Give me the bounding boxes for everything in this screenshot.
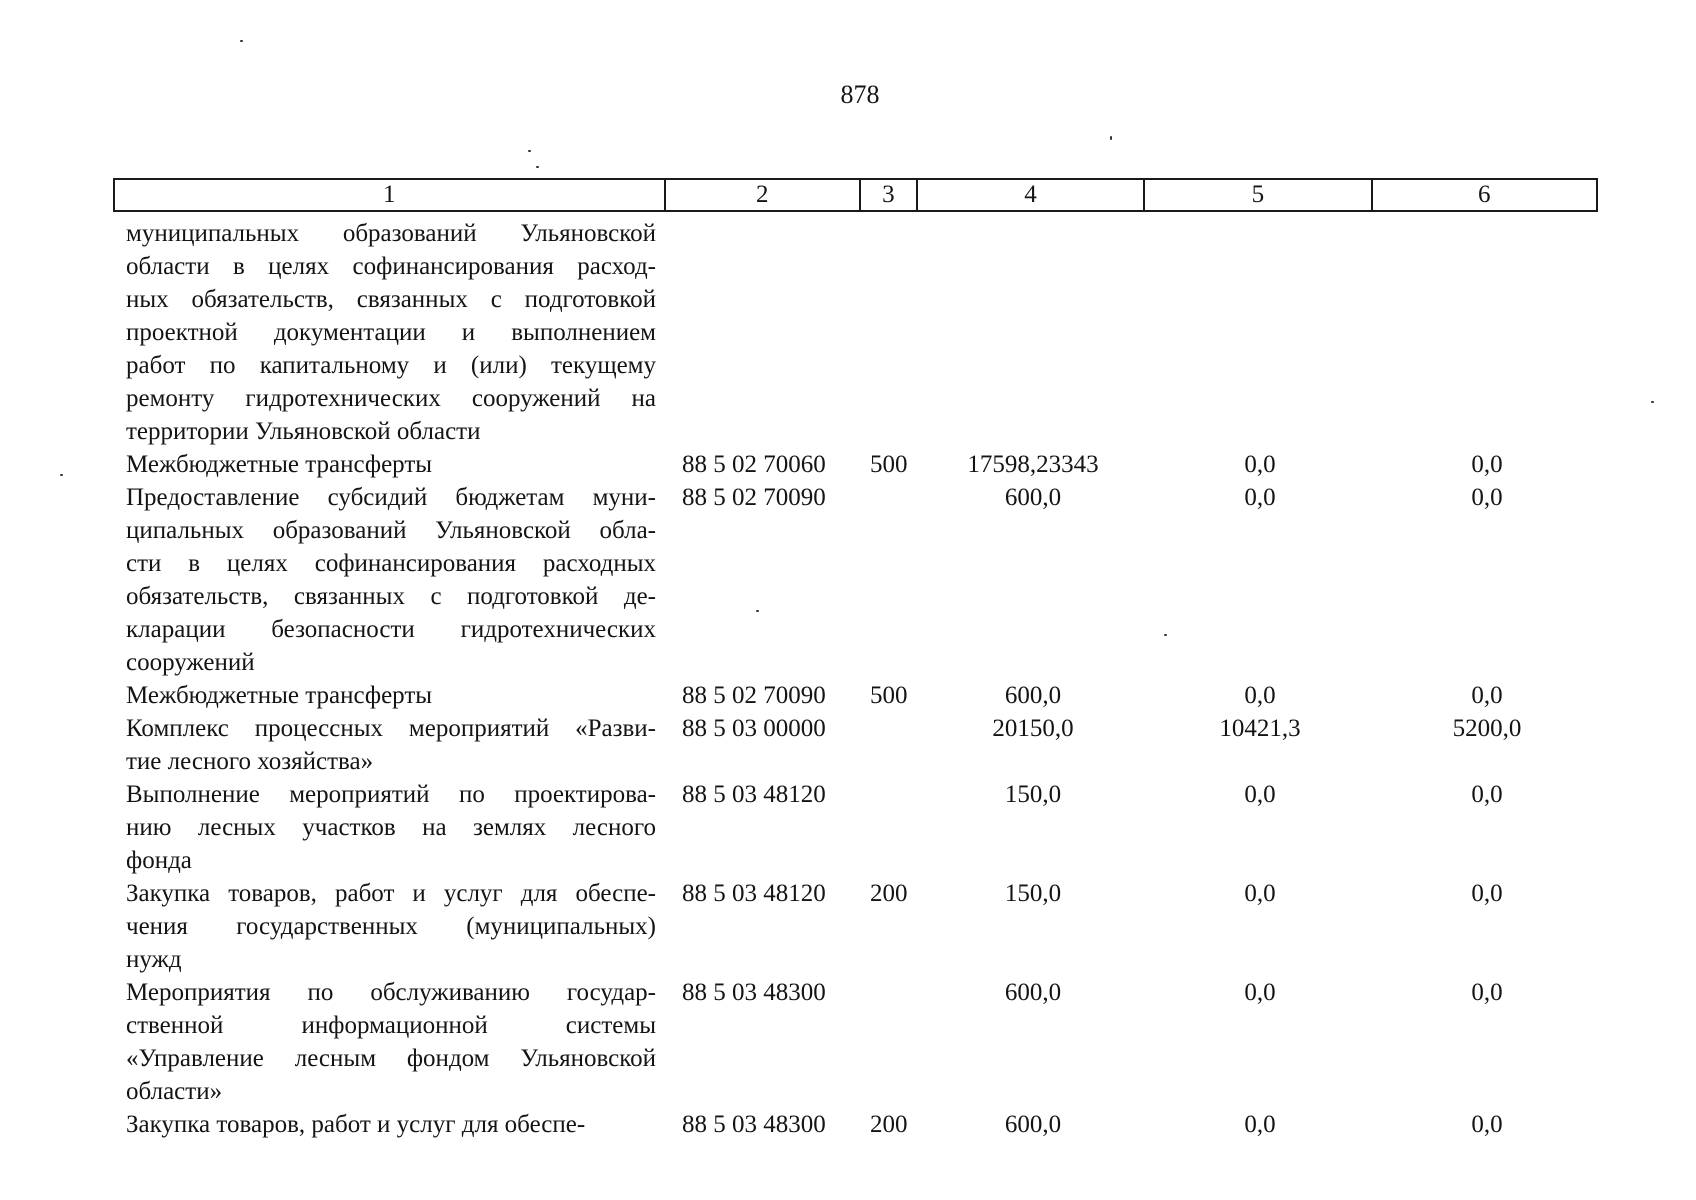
row-value-col4: 150,0	[1004, 880, 1062, 907]
description-line: фонда	[126, 847, 192, 874]
description-line: Межбюджетные трансферты	[126, 451, 433, 478]
description-line: муниципальных образований Ульяновской	[126, 220, 656, 247]
description-line: кларации безопасности гидротехнических	[126, 616, 656, 643]
description-line: чения государственных (муниципальных)	[126, 913, 656, 940]
row-code: 88 5 02 70090	[682, 484, 826, 511]
row-value-col6: 0,0	[1471, 451, 1503, 478]
row-value-col5: 0,0	[1244, 979, 1276, 1006]
row-value-col5: 0,0	[1244, 1111, 1276, 1138]
description-line: территории Ульяновской области	[126, 418, 481, 445]
scan-speck	[1110, 136, 1112, 140]
column-header-3: 3	[861, 180, 918, 210]
table-header	[113, 178, 1598, 212]
row-value-col4: 600,0	[1004, 1111, 1062, 1138]
column-header-6: 6	[1478, 181, 1491, 208]
row-value-col4: 17598,23343	[967, 451, 1099, 478]
page-number: 878	[840, 80, 880, 109]
row-description	[126, 712, 656, 778]
row-description	[126, 448, 656, 481]
description-line: сти в целях софинансирования расходных	[126, 550, 656, 577]
description-line: Закупка товаров, работ и услуг для обеспе-	[126, 880, 656, 907]
row-value-col6: 0,0	[1471, 880, 1503, 907]
scan-speck	[1164, 634, 1167, 636]
scan-speck	[536, 166, 539, 168]
description-line: нию лесных участков на землях лесного	[126, 814, 656, 841]
row-value-col5: 0,0	[1244, 781, 1276, 808]
row-value-col6: 5200,0	[1452, 715, 1522, 742]
row-description	[126, 778, 656, 877]
row-code: 88 5 02 70060	[682, 451, 826, 478]
description-line: ремонту гидротехнических сооружений на	[126, 385, 656, 412]
row-value-col6: 0,0	[1471, 979, 1503, 1006]
row-description	[126, 1108, 656, 1141]
row-value-col6: 0,0	[1471, 781, 1503, 808]
row-code: 88 5 03 48120	[682, 880, 826, 907]
row-expense-type: 500	[870, 451, 908, 478]
description-line: работ по капитальному и (или) текущему	[126, 352, 656, 379]
row-value-col6: 0,0	[1471, 1111, 1503, 1138]
description-line: ципальных образований Ульяновской обла-	[126, 517, 656, 544]
row-code: 88 5 03 48300	[682, 979, 826, 1006]
description-line: области»	[126, 1078, 223, 1105]
row-description	[126, 976, 656, 1108]
row-value-col4: 150,0	[1004, 781, 1062, 808]
description-line: Межбюджетные трансферты	[126, 682, 433, 709]
description-line: Выполнение мероприятий по проектирова-	[126, 781, 656, 808]
row-value-col4: 600,0	[1004, 979, 1062, 1006]
row-value-col4: 600,0	[1004, 484, 1062, 511]
row-description	[126, 481, 656, 679]
row-value-col5: 0,0	[1244, 451, 1276, 478]
row-value-col4: 600,0	[1004, 682, 1062, 709]
description-line: Мероприятия по обслуживанию государ-	[126, 979, 656, 1006]
description-line: обязательств, связанных с подготовкой де-	[126, 583, 656, 610]
column-header-2: 2	[666, 180, 861, 210]
row-expense-type: 200	[870, 1111, 908, 1138]
description-line: Комплекс процессных мероприятий «Разви-	[126, 715, 656, 742]
row-code: 88 5 03 48120	[682, 781, 826, 808]
description-line: области в целях софинансирования расход-	[126, 253, 656, 280]
row-value-col4: 20150,0	[992, 715, 1074, 742]
description-line: «Управление лесным фондом Ульяновской	[126, 1045, 656, 1072]
row-value-col5: 10421,3	[1219, 715, 1301, 742]
description-line: проектной документации и выполнением	[126, 319, 656, 346]
scan-speck	[756, 610, 759, 612]
row-value-col5: 0,0	[1244, 880, 1276, 907]
description-line: сооружений	[126, 649, 255, 676]
column-header-5: 5	[1145, 180, 1372, 210]
description-line: ственной информационной системы	[126, 1012, 656, 1039]
row-value-col6: 0,0	[1471, 682, 1503, 709]
scan-speck	[240, 40, 243, 42]
row-value-col5: 0,0	[1244, 484, 1276, 511]
row-value-col6: 0,0	[1471, 484, 1503, 511]
scan-speck	[1651, 401, 1654, 403]
row-code: 88 5 03 48300	[682, 1111, 826, 1138]
scan-speck	[528, 150, 531, 152]
scan-speck	[60, 474, 63, 476]
row-description	[126, 679, 656, 712]
row-code: 88 5 03 00000	[682, 715, 826, 742]
row-value-col5: 0,0	[1244, 682, 1276, 709]
column-header-1: 1	[115, 180, 666, 210]
description-line: нужд	[126, 946, 182, 973]
row-code: 88 5 02 70090	[682, 682, 826, 709]
description-line: ных обязательств, связанных с подготовкой	[126, 286, 656, 313]
row-description	[126, 217, 656, 448]
row-expense-type: 200	[870, 880, 908, 907]
row-expense-type: 500	[870, 682, 908, 709]
column-header-4: 4	[918, 180, 1145, 210]
row-description	[126, 877, 656, 976]
description-line: Закупка товаров, работ и услуг для обеспе-	[126, 1111, 586, 1138]
description-line: Предоставление субсидий бюджетам муни-	[126, 484, 656, 511]
description-line: тие лесного хозяйства»	[126, 748, 374, 775]
